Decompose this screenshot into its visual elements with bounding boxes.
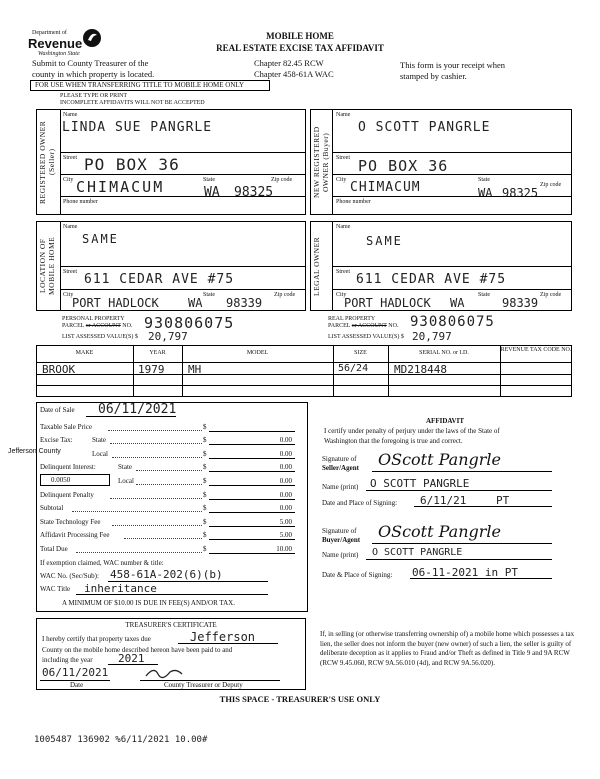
treasurer-use-only: THIS SPACE - TREASURER'S USE ONLY [219,694,381,704]
personal-property-label: PERSONAL PROPERTY [62,316,125,322]
vehicle-serial[interactable]: MD218448 [394,363,447,376]
processing-fee: 5.00 [279,531,292,539]
buyer-street[interactable]: PO BOX 36 [358,157,449,175]
wac-number[interactable]: 458-61A-202(6)(b) [110,568,223,581]
parcel-left-label: PARCEL or ACCOUNT NO. [62,323,133,329]
legal-name[interactable]: SAME [366,234,403,248]
form-title-1: MOBILE HOME [266,31,334,41]
county-name: Jefferson County [8,448,61,455]
buyer-name[interactable]: O SCOTT PANGRLE [358,120,491,135]
interest-local: 0.00 [279,477,292,485]
submit-line-2: county in which property is located. [32,69,155,79]
tax-lien-notice: If, in selling (or otherwise transferring ownership of) a mobile home which possesses a tax lien, the seller does not inform the buyer (new owner) of such a lien, the seller is guilty of deliberate deception as it applies to Fraud and/or Theft as defined in Title 9 and 9A RCW (RCW 9.45.060, RCW 9A.56.010 (4d), and RCW 9A.56.020). [320,630,575,667]
vehicle-year[interactable]: 1979 [138,363,165,376]
seller-state[interactable]: WA [204,185,220,200]
legal-zip[interactable]: 98339 [502,296,539,310]
parcel-right-number[interactable]: 930806075 [410,314,495,330]
rate-box: 0.0050 [40,474,110,486]
col-revenue-code: REVENUE TAX CODE NO. [500,347,572,353]
location-side-label: LOCATION OF MOBILE HOME [38,236,56,296]
interest-state: 0.00 [279,463,292,471]
excise-state: 0.00 [279,436,292,444]
location-zip[interactable]: 98339 [226,296,263,310]
vehicle-model[interactable]: MH [188,363,202,376]
receipt-line-1: This form is your receipt when [400,60,506,70]
buyer-sign-date-place[interactable]: 06-11-2021 in PT [412,566,518,579]
incomplete-note: INCOMPLETE AFFIDAVITS WILL NOT BE ACCEPTED [60,100,205,106]
col-year: YEAR [149,350,166,356]
seller-zip[interactable]: 98325 [234,185,274,200]
vehicle-make[interactable]: BROOK [42,363,76,376]
seller-city[interactable]: CHIMACUM [76,178,165,196]
legal-city[interactable]: PORT HADLOCK [344,296,431,310]
parcel-right-label: PARCEL or ACCOUNT NO. [328,323,399,329]
buyer-side-label: NEW REGISTERED OWNER (Buyer) [312,126,330,198]
receipt-line-2: stamped by cashier. [400,71,467,81]
washington-state: Washington State [38,51,80,57]
seller-sign-date[interactable]: 6/11/21 [420,494,467,507]
seller-name[interactable]: LINDA SUE PANGRLE [62,120,213,135]
treasurer-signature-mark [144,664,184,680]
legal-side-label: LEGAL OWNER [312,236,321,296]
dor-swirl-icon [82,28,102,48]
treasurer-date[interactable]: 06/11/2021 [42,666,109,679]
total-due: 10.00 [276,545,292,553]
minimum-note: A MINIMUM OF $10.00 IS DUE IN FEE(S) AND/OR TAX. [62,599,235,607]
location-state[interactable]: WA [188,296,203,310]
penalty-value: 0.00 [279,491,292,499]
seller-street[interactable]: PO BOX 36 [84,155,180,174]
buyer-printed-name[interactable]: O SCOTT PANGRLE [372,547,463,558]
col-serial: SERIAL NO. or I.D. [419,350,469,356]
revenue-word: Revenue [28,36,83,51]
location-street[interactable]: 611 CEDAR AVE #75 [84,272,235,287]
assessed-left-value[interactable]: 20,797 [148,330,188,343]
real-property-label: REAL PROPERTY [328,316,376,322]
excise-local: 0.00 [279,450,292,458]
location-name[interactable]: SAME [82,232,119,246]
buyer-city[interactable]: CHIMACUM [350,180,421,195]
legal-state[interactable]: WA [450,296,465,310]
date-of-sale[interactable]: 06/11/2021 [98,402,177,417]
tech-fee: 5.00 [279,518,292,526]
treasurer-year[interactable]: 2021 [118,652,145,665]
vehicle-size[interactable]: 56/24 [338,363,369,374]
seller-side-label: REGISTERED OWNER (Seller) [38,120,56,204]
parcel-left-number[interactable]: 930806075 [144,314,235,332]
seller-signature[interactable]: OScott Pangrle [378,450,501,469]
col-size: SIZE [354,350,367,356]
buyer-state[interactable]: WA [478,186,493,200]
col-make: MAKE [75,350,94,356]
buyer-signature[interactable]: OScott Pangrle [378,522,501,541]
form-title-2: REAL ESTATE EXCISE TAX AFFIDAVIT [216,43,384,53]
subtotal-value: 0.00 [279,504,292,512]
assessed-right-label: LIST ASSESSED VALUE(S) $ [328,334,404,340]
type-or-print: PLEASE TYPE OR PRINT [60,93,128,99]
cashier-stamp: 1005487 136902 %6/11/2021 10.00# [34,735,208,745]
dept-of: Department of [32,30,67,36]
buyer-zip[interactable]: 98325 [502,186,539,200]
location-city[interactable]: PORT HADLOCK [72,296,159,310]
treasurer-county[interactable]: Jefferson [190,630,256,644]
chapter-wac: Chapter 458-61A WAC [254,69,334,79]
seller-printed-name[interactable]: O SCOTT PANGRLE [370,477,470,490]
submit-line-1: Submit to County Treasurer of the [32,58,149,68]
use-when-banner: FOR USE WHEN TRANSFERRING TITLE TO MOBILE HOME ONLY [30,80,270,91]
dor-logo [28,30,100,60]
assessed-left-label: LIST ASSESSED VALUE(S) $ [62,334,138,340]
assessed-right-value[interactable]: 20,797 [412,330,452,343]
chapter-rcw: Chapter 82.45 RCW [254,58,324,68]
treasurer-title: TREASURER'S CERTIFICATE [125,621,217,629]
seller-sign-place[interactable]: PT [496,494,510,507]
legal-street[interactable]: 611 CEDAR AVE #75 [356,272,507,287]
affidavit-title: AFFIDAVIT [426,417,464,425]
wac-title[interactable]: inheritance [84,582,157,595]
col-model: MODEL [246,350,269,356]
